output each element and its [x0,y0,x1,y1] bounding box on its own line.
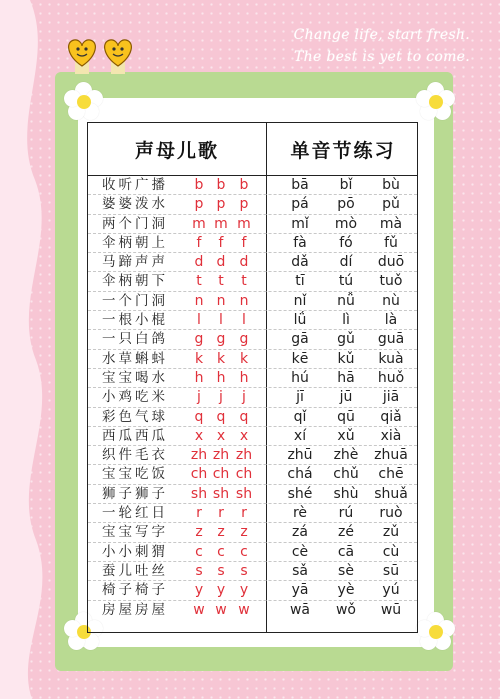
initial-letter: w [215,601,227,618]
table-row [88,504,417,523]
pinyin-syllable: kǔ [337,350,355,367]
pinyin-syllable: sè [338,562,354,579]
pinyin-syllable: jī [296,389,304,406]
initial-letter: c [217,543,225,560]
pinyin-syllable: cè [291,543,309,560]
pinyin-syllable: wū [380,601,402,618]
initial-letter: s [217,562,225,579]
smiley-hearts-icon [63,36,143,76]
rhyme-text: 一根小棍 [102,312,168,329]
rhyme-text: 小鸡吃米 [102,389,168,406]
initial-letter: f [218,234,224,251]
rhyme-text: 蚕儿吐丝 [102,562,168,579]
pinyin-syllable: shuǎ [374,485,408,502]
pinyin-syllable: là [384,312,398,329]
pinyin-syllable: fǔ [384,234,398,251]
pinyin-syllable: fó [339,234,353,251]
initial-letter: y [194,582,204,599]
pinyin-syllable: bǐ [339,177,353,193]
initial-letter: j [242,389,246,406]
rhyme-text: 宝宝喝水 [102,369,168,386]
rhyme-text: 马蹄声声 [102,254,168,271]
initial-letter: r [196,505,202,522]
motto-line-1: Change life, start fresh. [293,27,470,43]
initial-letter: d [239,254,249,271]
pinyin-syllable: mò [334,215,358,232]
initial-letter: zh [190,447,208,464]
pinyin-syllable: jiā [382,389,400,406]
initial-letter: x [216,427,226,444]
initial-letter: g [216,331,226,348]
rhyme-text: 水草蝌蚪 [102,350,168,367]
pinyin-syllable: ruò [379,505,403,522]
table-row [88,311,417,330]
initial-letter: m [237,215,251,232]
rhyme-text: 婆婆泼水 [102,196,168,213]
initial-letter: s [240,562,248,579]
pinyin-syllable: qū [337,408,355,425]
table-row [88,388,417,407]
motto-line-2: The best is yet to come. [294,49,470,65]
pinyin-syllable: kuà [378,350,404,367]
table-row [88,253,417,272]
pinyin-syllable: chǔ [333,466,359,483]
initial-letter: sh [190,485,208,502]
rhyme-text: 伞柄朝下 [102,273,168,290]
table-row [88,446,417,465]
pinyin-syllable: nǚ [337,292,355,309]
pinyin-syllable: shù [333,485,359,502]
initial-letter: zh [212,447,230,464]
pinyin-syllable: kē [291,350,309,367]
initial-letter: m [192,215,206,232]
pinyin-syllable: mà [379,215,403,232]
initial-letter: b [216,177,226,193]
table-row [88,215,417,234]
table-row [88,369,417,388]
pinyin-syllable: nù [382,292,400,309]
initial-letter: l [219,312,223,329]
table-row [88,581,417,600]
daisy-icon [416,82,456,122]
initial-letter: w [238,601,250,618]
pinyin-syllable: tuǒ [379,273,403,290]
rhyme-text: 西瓜西瓜 [102,427,168,444]
pinyin-syllable: bù [382,177,400,193]
initial-letter: h [216,369,226,386]
pinyin-syllable: dǎ [291,254,309,271]
rhyme-text: 伞柄朝上 [102,234,168,251]
table-body [88,176,417,620]
pinyin-syllable: lǘ [293,312,307,329]
initial-letter: s [195,562,203,579]
rhyme-text: 一个门洞 [102,292,168,309]
pinyin-syllable: cā [337,543,355,560]
daisy-icon [416,612,456,652]
initial-letter: z [195,524,203,541]
initial-letter: c [240,543,248,560]
pinyin-syllable: sū [382,562,400,579]
pinyin-syllable: duō [377,254,405,271]
initial-letter: sh [212,485,230,502]
pinyin-syllable: tī [295,273,305,290]
initial-letter: sh [235,485,253,502]
initial-letter: ch [190,466,208,483]
pinyin-syllable: lì [342,312,350,329]
pinyin-syllable: cù [382,543,400,560]
rhyme-text: 椅子椅子 [102,582,168,599]
pinyin-syllable: nǐ [293,292,307,309]
pinyin-syllable: bā [291,177,309,193]
rhyme-text: 一只白鸽 [102,331,168,348]
initial-letter: d [194,254,204,271]
pinyin-syllable: mǐ [291,215,309,232]
initial-letter: p [239,196,249,213]
rhyme-text: 宝宝写字 [102,524,168,541]
initial-letter: p [216,196,226,213]
pinyin-syllable: xǔ [337,427,355,444]
pinyin-syllable: zé [338,524,354,541]
initial-letter: p [194,196,204,213]
initial-letter: z [240,524,248,541]
table-row [88,176,417,195]
table-row [88,350,417,369]
rhyme-text: 织件毛衣 [102,447,168,464]
initial-letter: f [196,234,202,251]
pinyin-syllable: wā [289,601,311,618]
pinyin-syllable: zǔ [382,524,400,541]
pinyin-syllable: zhuā [374,447,408,464]
pinyin-syllable: jū [339,389,353,406]
pinyin-syllable: pá [291,196,309,213]
table-row [88,485,417,504]
initial-letter: n [216,292,226,309]
initial-letter: zh [235,447,253,464]
initial-letter: g [194,331,204,348]
rhyme-text: 彩色气球 [102,408,168,425]
initial-letter: q [194,408,204,425]
initial-letter: j [219,389,223,406]
pinyin-syllable: zá [292,524,308,541]
initial-letter: x [194,427,204,444]
table-row [88,465,417,484]
header-syllable-practice: 单音节练习 [290,140,396,162]
pinyin-syllable: qǐ [293,408,307,425]
initial-letter: k [216,350,226,367]
daisy-icon [64,82,104,122]
pinyin-syllable: xià [380,427,402,444]
rhyme-text: 房屋房屋 [102,601,168,618]
initial-letter: x [239,427,249,444]
initial-letter: t [218,273,224,290]
initial-letter: c [195,543,203,560]
initial-letter: k [239,350,249,367]
initial-letter: q [239,408,249,425]
pinyin-syllable: guā [377,331,405,348]
initial-letter: n [194,292,204,309]
table-row [88,195,417,214]
initial-letter: l [242,312,246,329]
initial-letter: k [194,350,204,367]
pinyin-syllable: yú [382,582,400,599]
initial-letter: t [241,273,247,290]
table-row [88,234,417,253]
table-row [88,562,417,581]
rhyme-text: 两个门洞 [102,215,168,232]
initial-letter: y [216,582,226,599]
pinyin-syllable: gǔ [337,331,355,348]
table-row [88,543,417,562]
pinyin-syllable: zhū [287,447,313,464]
initial-letter: m [214,215,228,232]
initial-letter: ch [212,466,230,483]
pinyin-syllable: sǎ [292,562,308,579]
table-row [88,292,417,311]
initial-letter: w [193,601,205,618]
initial-letter: f [241,234,247,251]
initial-letter: r [241,505,247,522]
pinyin-syllable: yè [337,582,355,599]
initial-letter: b [239,177,249,193]
pinyin-syllable: rú [338,505,354,522]
initial-letter: j [197,389,201,406]
pinyin-syllable: shé [287,485,313,502]
table-row [88,408,417,427]
pinyin-syllable: xí [293,427,307,444]
pinyin-syllable: dí [339,254,353,271]
rhyme-text: 狮子狮子 [102,485,168,502]
initial-letter: r [218,505,224,522]
initial-letter: ch [235,466,253,483]
initial-letter: h [194,369,204,386]
pinyin-syllable: zhè [333,447,359,464]
initial-letter: h [239,369,249,386]
pinyin-syllable: gā [291,331,309,348]
pinyin-syllable: wǒ [335,601,356,618]
rhyme-text: 收听广播 [102,177,168,193]
pinyin-syllable: hú [291,369,309,386]
initial-letter: n [239,292,249,309]
wavy-border-decoration [0,0,60,699]
pinyin-syllable: chá [287,466,313,483]
initial-letter: y [239,582,249,599]
header-initials-rhyme: 声母儿歌 [134,140,219,162]
table-row [88,272,417,291]
rhyme-text: 宝宝吃饭 [102,466,168,483]
pinyin-syllable: qiǎ [380,408,402,425]
rhyme-text: 小小刺猬 [102,543,168,560]
pinyin-syllable: tú [338,273,354,290]
pinyin-syllable: fà [293,234,307,251]
pinyin-syllable: pǔ [382,196,400,213]
initial-letter: g [239,331,249,348]
pinyin-syllable: chē [378,466,404,483]
pinyin-syllable: rè [292,505,308,522]
initial-letter: z [217,524,225,541]
initial-letter: t [196,273,202,290]
table-row [88,523,417,542]
rhyme-text: 一轮红日 [102,505,168,522]
table-row [88,601,417,620]
table-row [88,427,417,446]
initial-letter: l [197,312,201,329]
pinyin-syllable: huǒ [377,369,405,386]
pinyin-syllable: hā [337,369,355,386]
pinyin-syllable: pō [337,196,355,213]
pinyin-syllable: yā [291,582,309,599]
initial-letter: q [216,408,226,425]
initial-letter: d [216,254,226,271]
table-row [88,330,417,349]
initial-letter: b [194,177,204,193]
phonics-table [87,122,418,633]
